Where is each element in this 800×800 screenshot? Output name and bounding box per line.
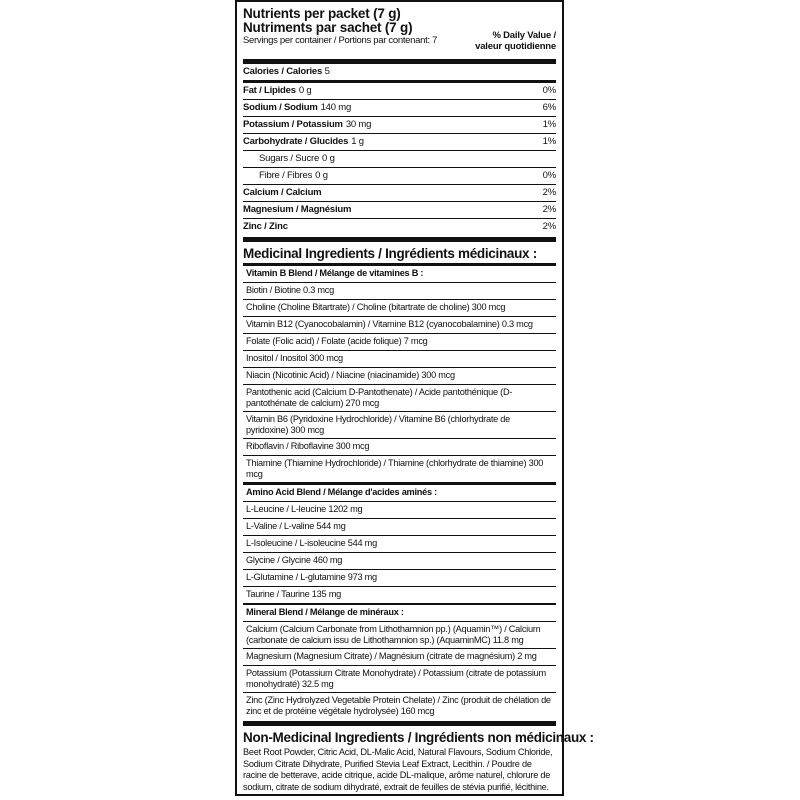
ingredient-item: L-Isoleucine / L-isoleucine 544 mg [243,536,556,553]
non-medicinal-title: Non-Medicinal Ingredients / Ingrédients non médicinaux : [243,730,594,745]
vitamin-b-items [243,283,556,482]
blend-heading: Amino Acid Blend / Mélange d'acides aminés : [243,485,556,502]
nutrient-label: Zinc / Zinc [243,221,288,232]
nutrient-label: Sugars / Sucre [259,153,320,164]
vitamin-b-blend [243,266,556,483]
calories-row [243,64,556,83]
ingredient-item: Thiamine (Thiamine Hydrochloride) / Thiamine (chlorhydrate de thiamine) 300 mcg [246,458,544,479]
nutrient-daily-value: 2% [542,204,556,215]
nutrient-amount: 1 g [351,136,364,147]
title-fr: Nutriments par sachet (7 g) [243,20,413,35]
medicinal-title: Medicinal Ingredients / Ingrédients médicinaux : [243,246,537,261]
nutrient-label: Sodium / Sodium [243,102,318,113]
nutrient-row [243,100,556,117]
nutrient-daily-value: 1% [542,136,556,147]
nutrient-amount: 30 mg [345,119,372,130]
ingredient-item: Taurine / Taurine 135 mg [246,589,341,599]
ingredient-item: Inositol / Inositol 300 mcg [243,351,556,368]
ingredient-item: Pantothenic acid (Calcium D-Pantothenate) / Acide pantothénique (D-pantothénate de calcium) 270 mcg [243,385,556,412]
ingredient-item: Biotin / Biotine 0.3 mcg [243,283,556,300]
nutrient-row [243,219,556,235]
nutrient-row [243,151,556,168]
ingredient-item: Folate (Folic acid) / Folate (acide folique) 7 mcg [243,334,556,351]
ingredient-item: Magnesium (Magnesium Citrate) / Magnésium (citrate de magnésium) 2 mg [243,649,556,666]
label-header [243,7,556,59]
amino-blend [243,485,556,603]
nutrient-row [243,134,556,151]
label-content [243,6,594,793]
ingredient-item: Riboflavin / Riboflavine 300 mcg [243,439,556,456]
nutrient-row [243,117,556,134]
nutrient-row [243,168,556,185]
nutrient-label: Fibre / Fibres [259,170,313,181]
nutrient-daily-value: 0% [542,85,556,96]
nutrient-daily-value: 2% [542,187,556,198]
calories-value: 5 [324,66,330,77]
mineral-items [243,622,556,719]
amino-items [243,502,556,603]
nutrient-label: Fat / Lipides [243,85,296,96]
nutrient-daily-value: 2% [542,221,556,232]
nutrient-label: Carbohydrate / Glucides [243,136,349,147]
nutrient-row [243,202,556,219]
mineral-blend [243,605,556,719]
ingredient-item: Zinc (Zinc Hydrolyzed Vegetable Protein Chelate) / Zinc (produit de chélation de zinc et de protéine végétale hydrolysée) 160 mcg [246,695,551,716]
ingredient-item: Calcium (Calcium Carbonate from Lithothamnion pp.) (Aquamin™) / Calcium (carbonate de calcium issu de Lithothamnion sp.) (AquaminMC) 11.8 mg [243,622,556,649]
blend-heading: Mineral Blend / Mélange de minéraux : [243,605,556,622]
servings-text: Servings per container / Portions par contenant: 7 [243,35,438,46]
nutrient-amount: 0 g [322,153,335,164]
nutrient-daily-value: 0% [542,170,556,181]
daily-value-heading [475,30,556,52]
blend-heading: Vitamin B Blend / Mélange de vitamines B : [243,266,556,283]
nutrient-amount: 140 mg [320,102,352,113]
ingredient-item: Potassium (Potassium Citrate Monohydrate) / Potassium (citrate de potassium monohydraté) 32.5 mg [243,666,556,693]
nutrient-row [243,185,556,202]
title-en: Nutrients per packet (7 g) [243,6,401,21]
nutrient-label: Magnesium / Magnésium [243,204,352,215]
ingredient-item: Vitamin B12 (Cyanocobalamin) / Vitamine B12 (cyanocobalamine) 0.3 mcg [243,317,556,334]
ingredient-item: Choline (Choline Bitartrate) / Choline (bitartrate de choline) 300 mcg [243,300,556,317]
nutrient-amount: 0 g [315,170,328,181]
nutrient-daily-value: 6% [542,102,556,113]
dv-heading-line2: valeur quotidienne [475,41,556,52]
nutrient-amount: 0 g [298,85,312,96]
ingredient-item: Glycine / Glycine 460 mg [243,553,556,570]
nutrient-row [243,83,556,100]
nutrient-label: Calcium / Calcium [243,187,322,198]
ingredient-item: L-Glutamine / L-glutamine 973 mg [243,570,556,587]
calories-label: Calories / Calories [243,66,323,77]
dv-heading-line1: % Daily Value / [492,30,556,41]
nutrient-label: Potassium / Potassium [243,119,343,130]
non-medicinal-text: Beet Root Powder, Citric Acid, DL-Malic Acid, Natural Flavours, Sodium Chloride, Sodium Citrate Dihydrate, Purified Stevia Leaf Extract, Lecithin. / Poudre de racine de betterave, acide citrique, acide DL-malique, arôme naturel, chlorure de sodium, citrate de sodium dihydraté, extrait de feuilles de stévia purifié, lécithine. [243,747,553,792]
nutrient-list [243,83,556,235]
ingredient-item: L-Leucine / L-leucine 1202 mg [243,502,556,519]
ingredient-item: L-Valine / L-valine 544 mg [243,519,556,536]
nutrient-daily-value: 1% [542,119,556,130]
nutrition-label [235,0,594,796]
ingredient-item: Niacin (Nicotinic Acid) / Niacine (niacinamide) 300 mcg [243,368,556,385]
ingredient-item: Vitamin B6 (Pyridoxine Hydrochloride) / Vitamine B6 (chlorhydrate de pyridoxine) 300 mcg [243,412,556,439]
